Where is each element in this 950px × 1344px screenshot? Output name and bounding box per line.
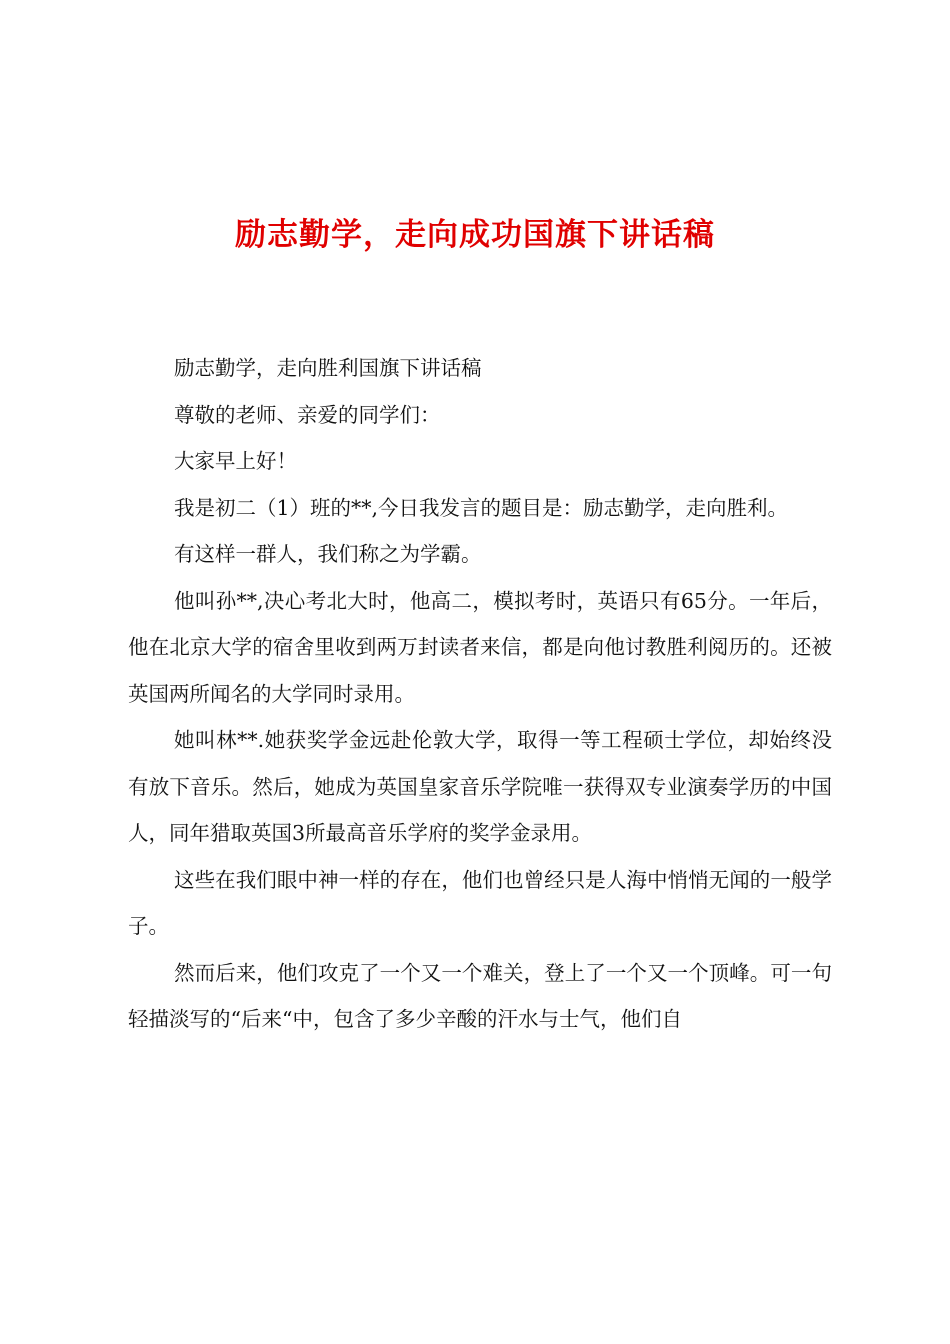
paragraph-salutation: 尊敬的老师、亲爱的同学们： [174, 402, 441, 427]
paragraph-later: 然而后来，他们攻克了一个又一个难关，登上了一个又一个顶峰。可一句轻描淡写的“后来“中，包含了多少辛酸的汗水与士气，他们自 [128, 960, 832, 1031]
paragraph-ordinary-students: 这些在我们眼中神一样的存在，他们也曾经只是人海中悄悄无闻的一般学子。 [128, 867, 832, 938]
paragraph-subtitle: 励志勤学，走向胜利国旗下讲话稿 [174, 356, 482, 380]
paragraph-lin: 她叫林**.她获奖学金远赴伦敦大学，取得一等工程硕士学位，却始终没有放下音乐。然后，她成为英国皇家音乐学院唯一获得双专业演奏学历的中国人，同年猎取英国3所最高音乐学府的奖学金录用。 [128, 728, 832, 845]
document-body [128, 345, 832, 1043]
paragraph-top-students: 有这样一群人，我们称之为学霸。 [174, 542, 482, 566]
paragraph-sun: 他叫孙**,决心考北大时，他高二，模拟考时，英语只有65分。一年后，他在北京大学的宿舍里收到两万封读者来信，都是向他讨教胜利阅历的。还被英国两所闻名的大学同时录用。 [128, 588, 832, 706]
paragraph-introduction: 我是初二（1）班的**,今日我发言的题目是：励志勤学，走向胜利。 [174, 495, 789, 520]
document-title: 励志勤学，走向成功国旗下讲话稿 [235, 217, 715, 253]
paragraph-greeting: 大家早上好！ [174, 449, 297, 473]
